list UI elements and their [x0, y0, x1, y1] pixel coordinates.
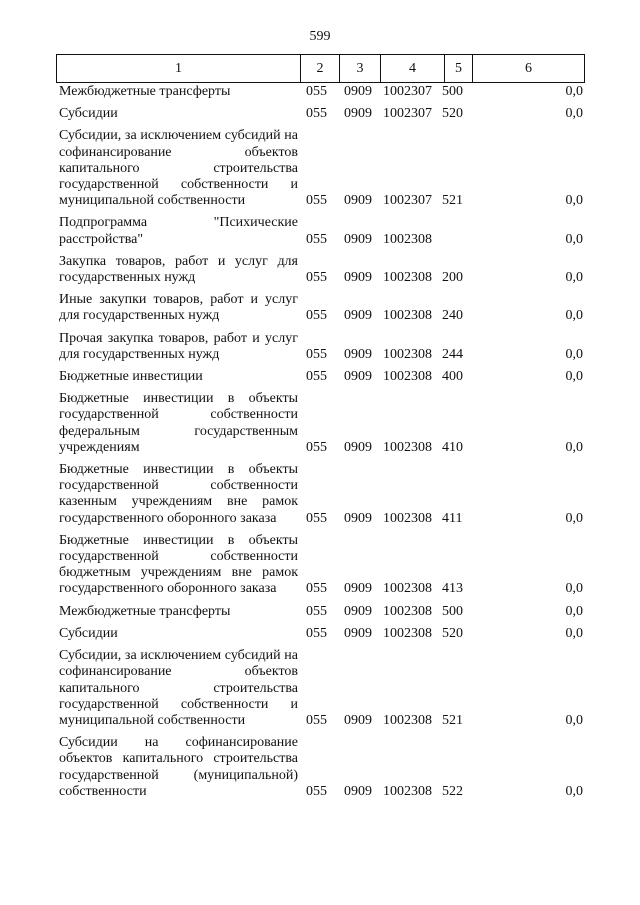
table-row	[0, 648, 640, 729]
row-sum: 0,0	[565, 581, 583, 597]
row-ministry-code: 055	[306, 270, 327, 286]
row-sum: 0,0	[565, 308, 583, 324]
row-name: Подпрограмма "Психические расстройства"	[59, 215, 298, 247]
header-col-2: 2	[301, 55, 340, 83]
row-name: Межбюджетные трансферты	[59, 84, 231, 99]
row-section-code: 0909	[344, 603, 372, 619]
page-number: 599	[309, 29, 331, 44]
row-name: Субсидии, за исключением субсидий на софинансирование объектов капитального строительства государственной собственности и муниципальной собственности	[59, 648, 298, 728]
row-section-code: 0909	[344, 581, 372, 597]
row-name: Межбюджетные трансферты	[59, 603, 231, 619]
table-row	[0, 84, 640, 100]
table-row	[0, 215, 640, 247]
row-sum: 0,0	[565, 106, 583, 122]
header-col-3: 3	[340, 55, 381, 83]
row-section-code: 0909	[344, 510, 372, 526]
table-row	[0, 106, 640, 122]
row-kind-code: 521	[442, 712, 463, 728]
header-row	[57, 55, 585, 83]
row-kind-code: 400	[442, 369, 463, 385]
row-kind-code: 413	[442, 581, 463, 597]
row-name: Закупка товаров, работ и услуг для государственных нужд	[59, 253, 298, 286]
row-sum: 0,0	[565, 439, 583, 455]
row-section-code: 0909	[344, 193, 372, 209]
row-name: Бюджетные инвестиции в объекты государственной собственности федеральным государственным учреждениям	[59, 391, 298, 455]
row-name: Субсидии, за исключением субсидий на софинансирование объектов капитального строительства государственной собственности и муниципальной собственности	[59, 128, 298, 209]
row-name: Бюджетные инвестиции	[59, 369, 203, 385]
row-section-code: 0909	[344, 712, 372, 728]
table-row	[0, 128, 640, 209]
row-target-code: 1002308	[383, 510, 432, 526]
table-body	[0, 84, 640, 806]
row-ministry-code: 055	[306, 106, 327, 122]
table-row	[0, 462, 640, 527]
header-col-6: 6	[473, 55, 585, 83]
row-section-code: 0909	[344, 84, 372, 99]
row-kind-code: 520	[442, 625, 463, 641]
table-row	[0, 292, 640, 324]
row-kind-code: 522	[442, 783, 463, 799]
row-sum: 0,0	[565, 270, 583, 286]
table-row	[0, 254, 640, 286]
row-section-code: 0909	[344, 783, 372, 799]
table-row	[0, 604, 640, 620]
row-sum: 0,0	[565, 712, 583, 728]
row-ministry-code: 055	[306, 346, 327, 362]
row-name: Бюджетные инвестиции в объекты государственной собственности бюджетным учреждениям вне рамок государственного оборонного заказа	[59, 532, 298, 597]
table-header	[56, 54, 585, 83]
row-ministry-code: 055	[306, 193, 327, 209]
table-row	[0, 391, 640, 456]
row-section-code: 0909	[344, 439, 372, 455]
row-target-code: 1002308	[383, 346, 432, 362]
row-ministry-code: 055	[306, 625, 327, 641]
row-target-code: 1002308	[383, 270, 432, 286]
row-section-code: 0909	[344, 231, 372, 247]
row-ministry-code: 055	[306, 603, 327, 619]
row-sum: 0,0	[565, 369, 583, 385]
row-ministry-code: 055	[306, 231, 327, 247]
row-target-code: 1002308	[383, 439, 432, 455]
row-sum: 0,0	[565, 193, 583, 209]
row-name: Субсидии на софинансирование объектов капитального строительства государственной (муниципальной) собственности	[59, 735, 298, 799]
row-kind-code: 410	[442, 439, 463, 455]
row-ministry-code: 055	[306, 581, 327, 597]
row-sum: 0,0	[565, 510, 583, 526]
row-sum: 0,0	[565, 84, 583, 99]
row-ministry-code: 055	[306, 439, 327, 455]
row-target-code: 1002308	[383, 603, 432, 619]
row-kind-code: 240	[442, 308, 463, 324]
row-target-code: 1002308	[383, 712, 432, 728]
row-ministry-code: 055	[306, 712, 327, 728]
row-kind-code: 411	[442, 510, 463, 526]
row-sum: 0,0	[565, 603, 583, 619]
row-ministry-code: 055	[306, 84, 327, 99]
row-sum: 0,0	[565, 625, 583, 641]
row-sum: 0,0	[565, 346, 583, 362]
row-ministry-code: 055	[306, 369, 327, 385]
row-section-code: 0909	[344, 369, 372, 385]
row-target-code: 1002308	[383, 581, 432, 597]
header-col-1: 1	[57, 55, 301, 83]
row-name: Иные закупки товаров, работ и услуг для государственных нужд	[59, 292, 298, 324]
row-kind-code: 500	[442, 84, 463, 99]
header-col-5: 5	[445, 55, 473, 83]
row-sum: 0,0	[565, 231, 583, 247]
table-row	[0, 331, 640, 363]
row-kind-code: 200	[442, 270, 463, 286]
row-name: Субсидии	[59, 106, 118, 122]
row-target-code: 1002307	[383, 84, 432, 99]
row-ministry-code: 055	[306, 783, 327, 799]
row-kind-code: 521	[442, 193, 463, 209]
table-row	[0, 626, 640, 642]
row-ministry-code: 055	[306, 308, 327, 324]
row-section-code: 0909	[344, 308, 372, 324]
row-target-code: 1002308	[383, 783, 432, 799]
row-section-code: 0909	[344, 625, 372, 641]
row-target-code: 1002308	[383, 231, 432, 247]
row-sum: 0,0	[565, 783, 583, 799]
row-kind-code: 520	[442, 106, 463, 122]
row-target-code: 1002307	[383, 193, 432, 209]
row-kind-code: 244	[442, 346, 463, 362]
row-section-code: 0909	[344, 270, 372, 286]
row-name: Бюджетные инвестиции в объекты государственной собственности казенным учреждениям вне рамок государственного оборонного заказа	[59, 462, 298, 526]
row-kind-code: 500	[442, 603, 463, 619]
row-name: Субсидии	[59, 625, 118, 641]
row-ministry-code: 055	[306, 510, 327, 526]
row-target-code: 1002307	[383, 106, 432, 122]
row-target-code: 1002308	[383, 369, 432, 385]
row-section-code: 0909	[344, 106, 372, 122]
table-row	[0, 735, 640, 800]
row-target-code: 1002308	[383, 625, 432, 641]
table-row	[0, 533, 640, 598]
row-target-code: 1002308	[383, 308, 432, 324]
row-section-code: 0909	[344, 346, 372, 362]
header-col-4: 4	[381, 55, 445, 83]
table-row	[0, 369, 640, 385]
row-name: Прочая закупка товаров, работ и услуг для государственных нужд	[59, 330, 298, 362]
